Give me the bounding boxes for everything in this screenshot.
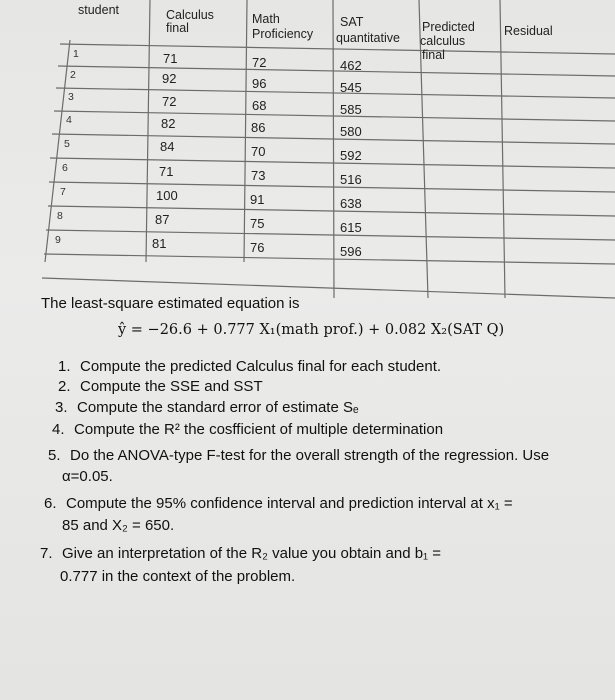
row-7-student: 7 [60,186,66,198]
row-9-calculus: 81 [152,236,167,251]
question-1-number: 1. [58,358,71,375]
row-6-student: 6 [62,162,68,174]
header-sat-1: SAT [340,15,364,29]
question-4 [52,421,443,439]
row-8-sat: 615 [340,220,362,235]
question-5 [48,447,549,465]
question-5-line2: α=0.05. [62,468,113,485]
row-1-student: 1 [73,48,79,60]
question-1 [58,358,441,376]
question-2-text: Compute the SSE and SST [80,378,263,395]
header-student: student [78,3,120,17]
row-4-sat: 580 [340,124,362,139]
row-3-math: 68 [252,98,267,113]
row-4-calculus: 82 [161,116,176,131]
question-7-text: Give an interpretation of the R₂ value you obtain and b₁ = [62,545,442,562]
header-calculus-2: final [166,21,189,35]
header-math-2: Proficiency [252,27,314,41]
row-7-math: 91 [250,192,265,207]
row-8-calculus: 87 [155,212,170,227]
question-5-number: 5. [48,447,61,464]
question-6-line2: 85 and X₂ = 650. [62,517,175,534]
header-predicted-2: calculus [420,34,466,48]
row-3-calculus: 72 [162,94,177,109]
question-4-text: Compute the R² the cosfficient of multiple determination [74,421,444,438]
question-7-number: 7. [40,545,53,562]
question-7-line2: 0.777 in the context of the problem. [60,568,296,585]
row-1-sat: 462 [340,58,362,73]
header-predicted-3: final [422,48,445,62]
question-5-text: Do the ANOVA-type F-test for the overall strength of the regression. Use [70,447,550,464]
row-9-student: 9 [55,234,61,246]
question-3 [55,399,359,417]
row-8-student: 8 [57,210,63,222]
row-9-sat: 596 [340,244,362,259]
question-7 [40,545,441,563]
row-7-calculus: 100 [156,188,178,203]
header-predicted-1: Predicted [422,20,475,34]
intro-text: The least-square estimated equation is [41,295,300,312]
header-residual: Residual [504,24,553,38]
question-3-text: Compute the standard error of estimate Sₑ [77,399,359,416]
row-6-calculus: 71 [159,164,174,179]
header-math-1: Math [252,12,280,26]
row-6-sat: 516 [340,172,362,187]
row-6-math: 73 [251,168,266,183]
row-2-student: 2 [70,69,76,81]
question-1-text: Compute the predicted Calculus final for each student. [80,358,442,375]
question-3-number: 3. [55,399,68,416]
row-1-math: 72 [252,55,267,70]
row-5-student: 5 [64,138,70,150]
question-6-number: 6. [44,495,57,512]
row-1-calculus: 71 [163,51,178,66]
question-6 [44,495,513,513]
question-2-number: 2. [58,378,71,395]
row-4-math: 86 [251,120,266,135]
row-9-math: 76 [250,240,265,255]
row-2-calculus: 92 [162,71,177,86]
row-3-student: 3 [68,91,74,103]
row-5-calculus: 84 [160,139,175,154]
row-5-sat: 592 [340,148,362,163]
header-sat-2: quantitative [336,31,400,45]
question-4-number: 4. [52,421,65,438]
row-5-math: 70 [251,144,266,159]
row-8-math: 75 [250,216,265,231]
row-4-student: 4 [66,114,72,126]
row-2-math: 96 [252,76,267,91]
question-2 [58,378,263,396]
question-6-text: Compute the 95% confidence interval and prediction interval at x₁ = [66,495,513,512]
header-calculus-1: Calculus [166,8,214,22]
row-2-sat: 545 [340,80,362,95]
row-7-sat: 638 [340,196,362,211]
regression-equation: ŷ = −26.6 + 0.777 X₁(math prof.) + 0.082 X₂(SAT Q) [118,322,505,338]
row-3-sat: 585 [340,102,362,117]
